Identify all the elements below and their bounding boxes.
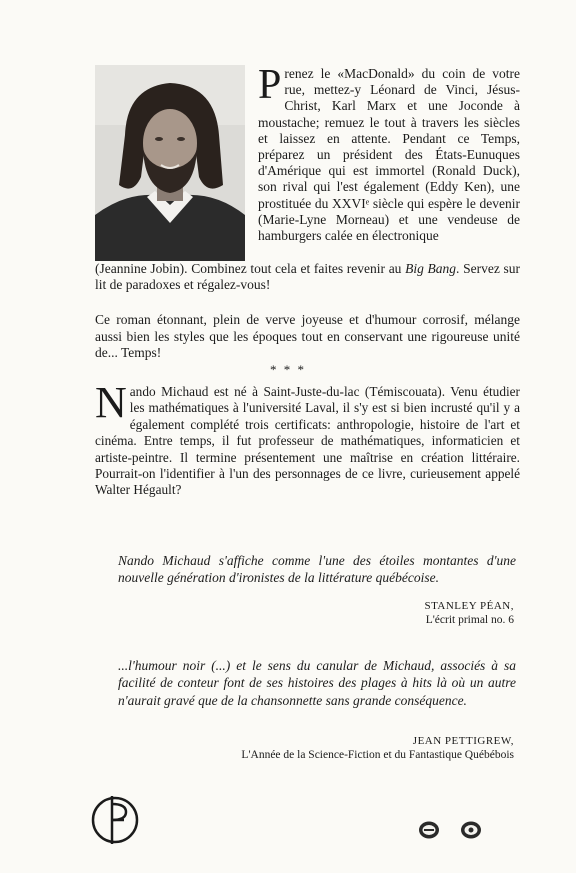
seal-left-icon	[418, 820, 440, 840]
dropcap-p: P	[258, 62, 282, 108]
quote-pean: Nando Michaud s'affiche comme l'une des étoiles montantes d'une nouvelle génération d'ironistes de la littérature québécoise.	[118, 553, 516, 586]
intro-continuation	[95, 261, 520, 294]
quote-text-a: ...l'humour noir (...) et le sens du canular de Michaud, associés à sa facilité de conteur font de ses histoires des plages à hits	[118, 658, 516, 691]
seal-right-icon	[460, 820, 482, 840]
section-separator: * * *	[270, 362, 306, 377]
author-bio	[95, 378, 520, 499]
intro-paragraph	[258, 62, 520, 244]
intro-text-cont-a: (Jeannine Jobin). Combinez tout cela et faites revenir au	[95, 261, 406, 276]
attribution-source: L'écrit primal no. 6	[425, 614, 514, 627]
intro-text-cont-b: . Servez sur lit de paradoxes et régalez-vous!	[95, 261, 520, 293]
quote-text-b: là où un autre n'aurait gravé que de la chansonnette sans grande conséquence.	[118, 675, 517, 708]
attribution-author: STANLEY PÉAN,	[424, 600, 514, 612]
big-bang-title: Big Bang	[405, 261, 457, 276]
author-photo	[95, 65, 245, 261]
summary-paragraph: Ce roman étonnant, plein de verve joyeuse et d'humour corrosif, mélange aussi bien les styles que les époques tout en conservant une rigoureuse unité de... Temps!	[95, 312, 520, 361]
dropcap-n: N	[95, 378, 127, 427]
attribution-pean	[424, 599, 514, 628]
quote-pettigrew	[118, 657, 516, 709]
bio-text: ando Michaud est né à Saint-Juste-du-lac (Témiscouata). Venu étudier les mathématiques à l'université Laval, il s'y est si bien incrusté qu'il y a également complété trois certificats: anthropologie, histoire de l'art et cinéma. Entre temps, il fut professeur de mathématiques, informaticien et artiste-peintre. Il termine présentement une maîtrise en création littéraire. Pourrait-on l'identifier à l'un des personnages de ce livre, curieusement appelé Walter Hégault?	[95, 384, 520, 498]
attribution-author: JEAN PETTIGREW,	[412, 735, 514, 747]
attribution-pettigrew	[241, 734, 514, 763]
publisher-logo-icon	[90, 794, 140, 846]
intro-text: renez le «MacDonald» du coin de votre rue, mettez-y Léonard de Vinci, Jésus-Christ, Karl Marx et une Joconde à moustache; remuez le tout à travers les siècles et laissez en attente. Pendant ce Temps, préparez un président des États-Eunuques d'Amérique qui est immortel (Ronald Duck), son rival qui l'est également (Eddy Ken), une prostituée du XXVIᵉ siècle qui espère le devenir (Marie-Lyne Morneau) et une vendeuse de hamburgers calée en électronique	[258, 66, 520, 244]
attribution-source: L'Année de la Science-Fiction et du Fantastique Québébois	[241, 749, 514, 762]
